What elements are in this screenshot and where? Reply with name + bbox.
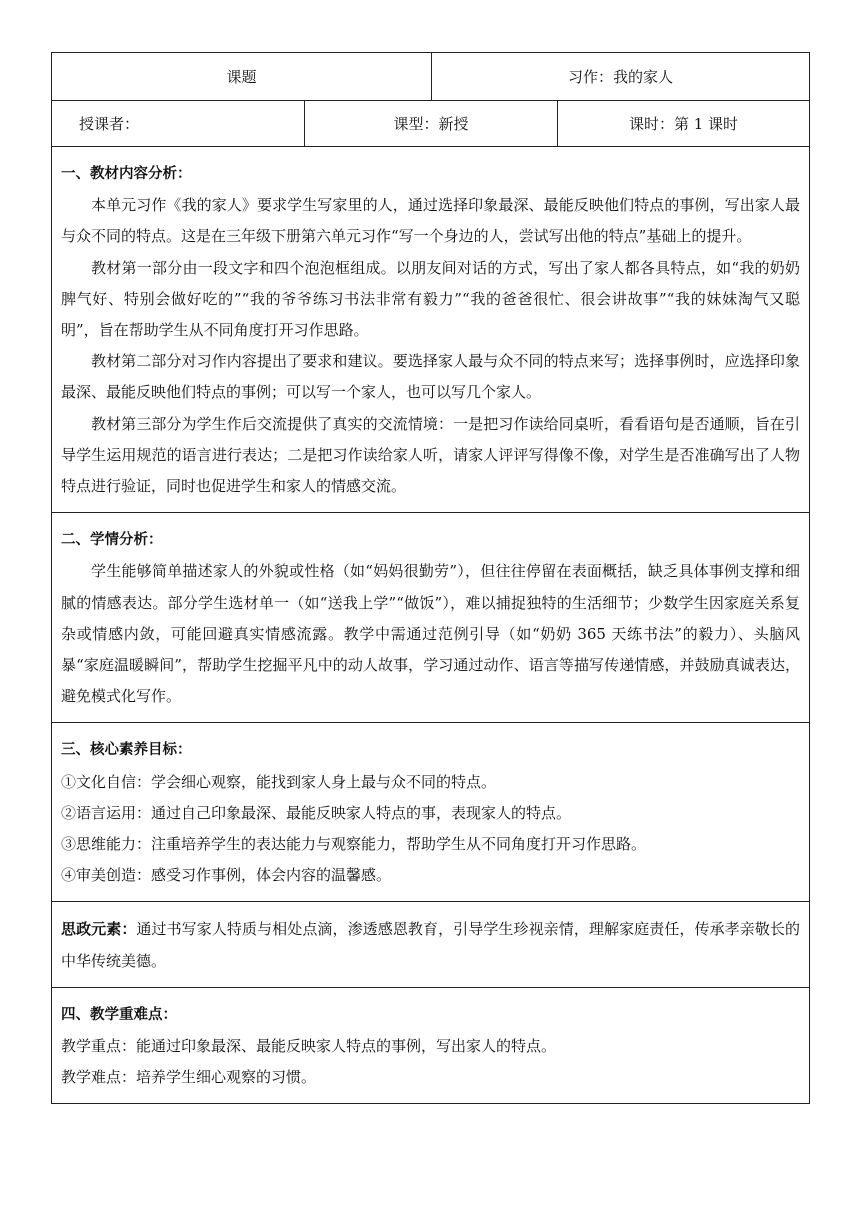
material-analysis-section bbox=[52, 147, 810, 513]
key-points-section bbox=[52, 987, 810, 1104]
section-title: 三、核心素养目标： bbox=[61, 742, 192, 759]
learner-analysis-row bbox=[52, 513, 810, 723]
goal-item: ④审美创造：感受习作事例，体会内容的温馨感。 bbox=[61, 866, 392, 885]
paragraph: 教材第三部分为学生作后交流提供了真实的交流情境：一是把习作读给同桌听，看看语句是否通顺，旨在引导学生运用规范的语言进行表达；二是把习作读给家人听，请家人评评写得像不像，对学生是否准确写出了人物特点进行验证，同时也促进学生和家人的情感交流。 bbox=[61, 414, 801, 496]
core-goals-section bbox=[52, 723, 810, 902]
ideology-section bbox=[52, 902, 810, 987]
goal-item: ③思维能力：注重培养学生的表达能力与观察能力，帮助学生从不同角度打开习作思路。 bbox=[61, 835, 647, 854]
lesson-time: 课时：第 1 课时 bbox=[558, 101, 810, 147]
paragraph: 学生能够简单描述家人的外貌或性格（如“妈妈很勤劳”），但往往停留在表面概括，缺乏具体事例支撑和细腻的情感表达。部分学生选材单一（如“送我上学”“做饭”），难以捕捉独特的生活细节；少数学生因家庭关系复杂或情感内敛，可能回避真实情感流露。教学中需通过范例引导（如“奶奶 365 天练书法”的毅力）、头脑风暴“家庭温暖瞬间”，帮助学生挖掘平凡中的动人故事，学习通过动作、语言等描写传递情感，并鼓励真诚表达，避免模式化写作。 bbox=[61, 562, 801, 706]
section-title: 二、学情分析： bbox=[61, 532, 163, 549]
material-analysis-row bbox=[52, 147, 810, 513]
info-row bbox=[52, 101, 810, 147]
ideology-row bbox=[52, 902, 810, 987]
paragraph: 本单元习作《我的家人》要求学生写家里的人，通过选择印象最深、最能反映他们特点的事例，写出家人最与众不同的特点。这是在三年级下册第六单元习作“写一个身边的人，尝试写出他的特点”基础上的提升。 bbox=[61, 196, 801, 246]
teacher-field: 授课者： bbox=[52, 101, 305, 147]
paragraph: 教材第一部分由一段文字和四个泡泡框组成。以朋友间对话的方式，写出了家人都各具特点，如“我的奶奶脾气好、特别会做好吃的”“我的爷爷练习书法非常有毅力”“我的爸爸很忙、很会讲故事”“我的妹妹淘气又聪明”，旨在帮助学生从不同角度打开习作思路。 bbox=[61, 258, 801, 340]
key-points-row bbox=[52, 987, 810, 1104]
topic-label: 课题 bbox=[52, 53, 432, 101]
lesson-type: 课型：新授 bbox=[305, 101, 558, 147]
section-title: 四、教学重难点： bbox=[61, 1006, 177, 1023]
topic-value: 习作：我的家人 bbox=[432, 53, 810, 101]
lesson-plan-table bbox=[51, 52, 810, 1104]
difficulty-point: 教学难点：培养学生细心观察的习惯。 bbox=[61, 1068, 317, 1087]
goal-item: ①文化自信：学会细心观察，能找到家人身上最与众不同的特点。 bbox=[61, 772, 497, 791]
header-row bbox=[52, 53, 810, 101]
core-goals-row bbox=[52, 723, 810, 902]
paragraph: 教材第二部分对习作内容提出了要求和建议。要选择家人最与众不同的特点来写；选择事例时，应选择印象最深、最能反映他们特点的事例；可以写一个家人，也可以写几个家人。 bbox=[61, 352, 801, 402]
section-title: 一、教材内容分析： bbox=[61, 166, 192, 182]
ideology-text: 通过书写家人特质与相处点滴，渗透感恩教育，引导学生珍视亲情，理解家庭责任，传承孝亲敬长的中华传统美德。 bbox=[61, 920, 801, 970]
ideology-text-block bbox=[61, 914, 800, 976]
learner-analysis-section bbox=[52, 513, 810, 723]
lesson-plan-document bbox=[51, 52, 809, 1104]
key-point: 教学重点：能通过印象最深、最能反映家人特点的事例，写出家人的特点。 bbox=[61, 1037, 557, 1056]
goal-item: ②语言运用：通过自己印象最深、最能反映家人特点的事，表现家人的特点。 bbox=[61, 803, 572, 822]
ideology-label: 思政元素： bbox=[61, 920, 137, 939]
